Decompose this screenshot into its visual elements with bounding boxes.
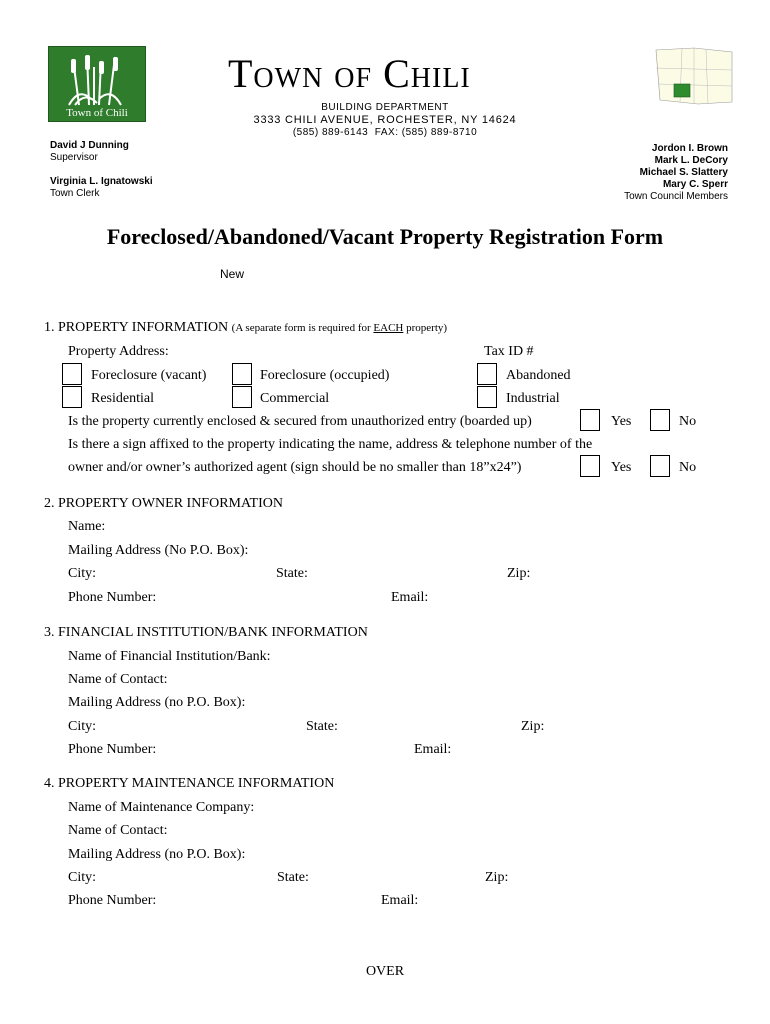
section-bank-heading: 3. FINANCIAL INSTITUTION/BANK INFORMATION <box>44 625 368 640</box>
sign-yes-label: Yes <box>611 460 632 475</box>
section-maintenance-heading: 4. PROPERTY MAINTENANCE INFORMATION <box>44 776 335 791</box>
council-title: Town Council Members <box>624 191 728 202</box>
cattail-icon <box>49 47 145 107</box>
abandoned-checkbox[interactable] <box>477 363 497 385</box>
bank-email-label: Email: <box>414 742 452 757</box>
council-member: Michael S. Slattery <box>639 167 728 178</box>
section-note <box>232 322 447 334</box>
council-member: Jordon I. Brown <box>651 143 728 154</box>
council-member: Mary C. Sperr <box>662 179 728 190</box>
property-address-label: Property Address: <box>68 344 169 359</box>
clerk-name: Virginia L. Ignatowski <box>50 176 153 187</box>
bank-phone-label: Phone Number: <box>68 742 157 757</box>
owner-phone-label: Phone Number: <box>68 590 157 605</box>
bank-city-label: City: <box>68 719 97 734</box>
foreclosure-vacant-checkbox[interactable] <box>62 363 82 385</box>
department-phone-fax <box>0 127 770 138</box>
maintenance-email-label: Email: <box>381 893 419 908</box>
tax-id-label: Tax ID # <box>484 344 534 359</box>
abandoned-label: Abandoned <box>506 368 571 383</box>
department-address: 3333 CHILI AVENUE, ROCHESTER, NY 14624 <box>253 114 517 126</box>
commercial-label: Commercial <box>260 391 330 406</box>
owner-email-label: Email: <box>391 590 429 605</box>
section-property-information <box>44 320 447 336</box>
note-suffix: property) <box>403 322 448 334</box>
sign-no-label: No <box>679 460 697 475</box>
owner-city-label: City: <box>68 566 97 581</box>
maintenance-city-label: City: <box>68 870 97 885</box>
foreclosure-vacant-label: Foreclosure (vacant) <box>91 368 207 383</box>
note-emphasis: EACH <box>373 322 404 334</box>
department-name: BUILDING DEPARTMENT <box>321 102 449 113</box>
maintenance-contact-label: Name of Contact: <box>68 823 168 838</box>
form-status-label: New <box>220 267 245 281</box>
over-footer: OVER <box>365 964 405 979</box>
logo-text: Town of Chili <box>66 107 128 119</box>
maintenance-mailing-label: Mailing Address (no P.O. Box): <box>68 847 246 862</box>
council-members <box>624 143 728 203</box>
clerk-title: Town Clerk <box>50 188 100 199</box>
section-heading: 1. PROPERTY INFORMATION <box>44 320 229 335</box>
official-supervisor <box>50 140 129 164</box>
bank-contact-label: Name of Contact: <box>68 672 168 687</box>
commercial-checkbox[interactable] <box>232 386 252 408</box>
town-map-icon <box>654 46 734 106</box>
maintenance-phone-label: Phone Number: <box>68 893 157 908</box>
bank-state-label: State: <box>306 719 338 734</box>
bank-name-label: Name of Financial Institution/Bank: <box>68 649 271 664</box>
maintenance-company-label: Name of Maintenance Company: <box>68 800 255 815</box>
secured-no-label: No <box>679 414 697 429</box>
owner-name-label: Name: <box>68 519 106 534</box>
owner-mailing-label: Mailing Address (No P.O. Box): <box>68 543 249 558</box>
owner-zip-label: Zip: <box>507 566 531 581</box>
bank-zip-label: Zip: <box>521 719 545 734</box>
official-town-clerk <box>50 176 153 200</box>
form-title: Foreclosed/Abandoned/Vacant Property Registration Form <box>106 224 664 249</box>
industrial-checkbox[interactable] <box>477 386 497 408</box>
note-prefix: (A separate form is required for <box>231 322 374 334</box>
maintenance-zip-label: Zip: <box>485 870 509 885</box>
foreclosure-occupied-label: Foreclosure (occupied) <box>260 368 390 383</box>
bank-mailing-label: Mailing Address (no P.O. Box): <box>68 695 246 710</box>
residential-label: Residential <box>91 391 154 406</box>
secured-yes-checkbox[interactable] <box>580 409 600 431</box>
sign-no-checkbox[interactable] <box>650 455 670 477</box>
supervisor-name: David J Dunning <box>50 140 129 151</box>
section-owner-heading: 2. PROPERTY OWNER INFORMATION <box>44 496 283 511</box>
sign-question-line1: Is there a sign affixed to the property indicating the name, address & telephone number of the <box>68 437 593 452</box>
council-member: Mark L. DeCory <box>654 155 728 166</box>
phone-number: (585) 889-6143 <box>292 127 369 138</box>
town-title: Town of Chili <box>228 51 471 96</box>
industrial-label: Industrial <box>506 391 560 406</box>
residential-checkbox[interactable] <box>62 386 82 408</box>
maintenance-state-label: State: <box>277 870 309 885</box>
secured-question: Is the property currently enclosed & secured from unauthorized entry (boarded up) <box>68 414 532 429</box>
secured-no-checkbox[interactable] <box>650 409 670 431</box>
sign-question-line2: owner and/or owner’s authorized agent (sign should be no smaller than 18”x24”) <box>68 460 522 475</box>
supervisor-title: Supervisor <box>50 152 98 163</box>
fax-number: FAX: (585) 889-8710 <box>374 127 478 138</box>
sign-yes-checkbox[interactable] <box>580 455 600 477</box>
secured-yes-label: Yes <box>611 414 632 429</box>
owner-state-label: State: <box>276 566 308 581</box>
foreclosure-occupied-checkbox[interactable] <box>232 363 252 385</box>
